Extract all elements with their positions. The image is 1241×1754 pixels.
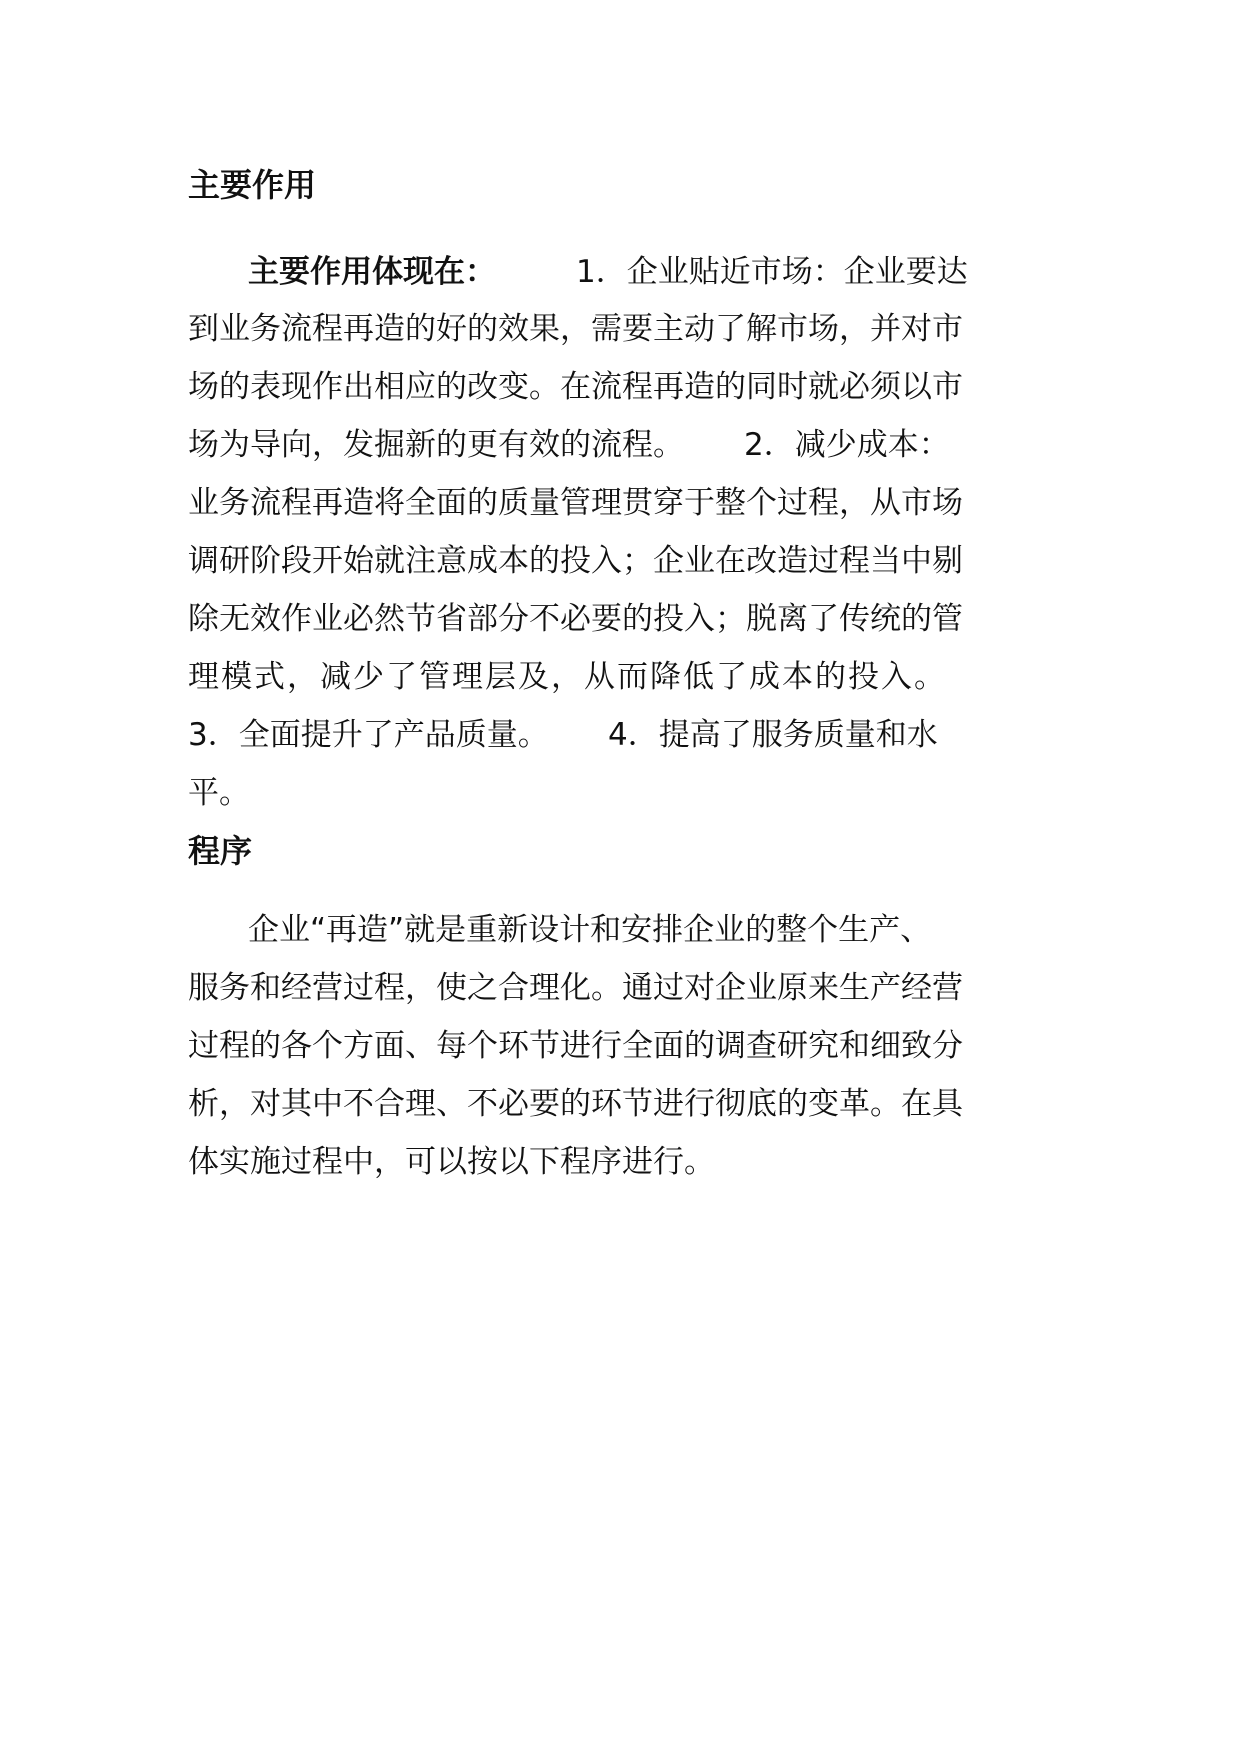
section-heading-procedure: 程序 — [188, 832, 253, 870]
paragraph-line — [188, 905, 1058, 955]
paragraph-line — [188, 1137, 1058, 1187]
paragraph-text: 调研阶段开始就注意成本的投入；企业在改造过程当中剔 — [188, 543, 963, 579]
list-item-1-start: 1．企业贴近市场：企业要达 — [576, 254, 968, 290]
paragraph-text: 除无效作业必然节省部分不必要的投入；脱离了传统的管 — [188, 601, 963, 637]
paragraph-text: 析，对其中不合理、不必要的环节进行彻底的变革。在具 — [188, 1086, 963, 1122]
list-item-2-start: 2．减少成本： — [744, 427, 950, 463]
paragraph-line — [188, 478, 1058, 528]
section-heading-main-role: 主要作用 — [188, 166, 317, 204]
paragraph-line — [188, 420, 1058, 470]
paragraph-text: 服务和经营过程，使之合理化。通过对企业原来生产经营 — [188, 970, 963, 1006]
paragraph-line — [188, 594, 1058, 644]
paragraph-text: 企业“再造”就是重新设计和安排企业的整个生产、 — [248, 912, 932, 948]
paragraph-text: 理模式，减少了管理层及，从而降低了成本的投入。 — [188, 659, 947, 695]
paragraph-text: 场为导向，发掘新的更有效的流程。 — [188, 427, 684, 463]
paragraph-text: 场的表现作出相应的改变。在流程再造的同时就必须以市 — [188, 369, 963, 405]
paragraph-line — [188, 1079, 1058, 1129]
paragraph-text: 过程的各个方面、每个环节进行全面的调查研究和细致分 — [188, 1028, 963, 1064]
paragraph-line — [188, 710, 1058, 760]
paragraph-line — [188, 768, 1058, 818]
paragraph-text: 到业务流程再造的好的效果，需要主动了解市场，并对市 — [188, 311, 963, 347]
paragraph-line — [188, 362, 1058, 412]
paragraph-line — [188, 536, 1058, 586]
paragraph-line — [188, 304, 1058, 354]
list-item-4-start: 4．提高了服务质量和水 — [608, 717, 938, 753]
paragraph-line — [188, 1021, 1058, 1071]
paragraph-text: 平。 — [188, 775, 250, 811]
paragraph-line — [188, 247, 1058, 297]
lead-bold-text: 主要作用体现在： — [248, 254, 496, 290]
paragraph-text: 业务流程再造将全面的质量管理贯穿于整个过程，从市场 — [188, 485, 963, 521]
list-item-3: 3．全面提升了产品质量。 — [188, 717, 549, 753]
paragraph-line — [188, 652, 1058, 702]
paragraph-line — [188, 963, 1058, 1013]
paragraph-text: 体实施过程中，可以按以下程序进行。 — [188, 1144, 715, 1180]
